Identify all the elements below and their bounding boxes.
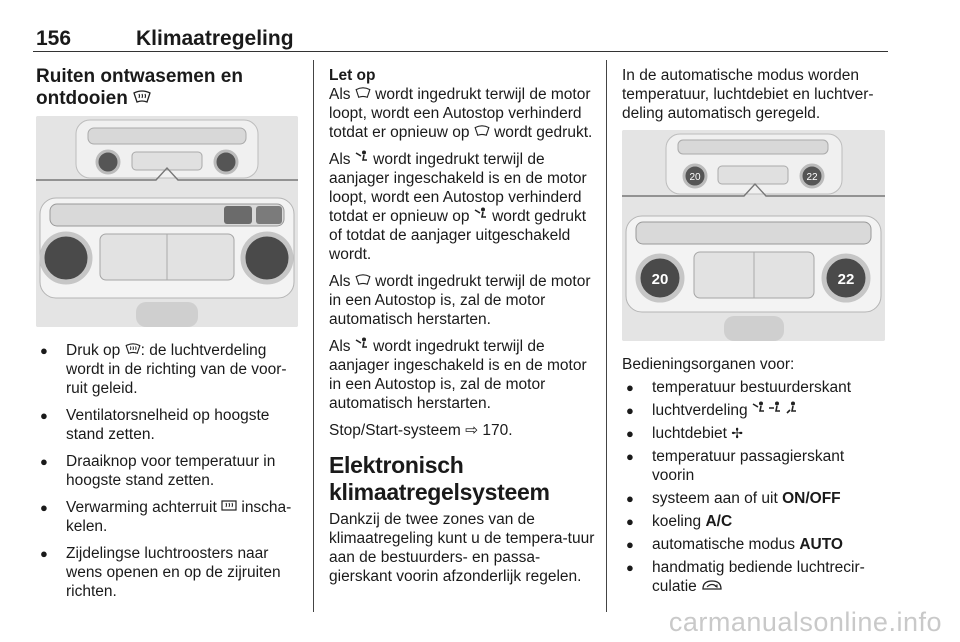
list-item: ● handmatig bediende luchtrecir-culatie <box>622 558 888 596</box>
windscreen-defrost-icon <box>133 88 151 110</box>
list-item: ● luchtdebiet ✢ <box>622 424 888 443</box>
top-left-temp-label: 20 <box>689 172 701 183</box>
air-distribution-windscreen-icon <box>474 207 488 226</box>
watermark: carmanualsonline.info <box>668 607 942 637</box>
air-recirculation-icon <box>701 577 723 596</box>
reference-arrow-icon: ⇨ <box>465 422 479 439</box>
rear-window-heating-icon <box>221 498 237 517</box>
list-item: ● temperatuur bestuurderskant <box>622 378 888 397</box>
climate-panel-photo-1 <box>36 116 298 327</box>
note-paragraph: Als wordt ingedrukt terwijl de aanjager ingeschakeld is en de motor loopt, wordt een Autostop verhinderd totdat er opnieuw op wordt gedrukt of totdat de aanjager uitgeschakeld wordt. <box>329 151 587 263</box>
fan-icon: ✢ <box>731 425 744 441</box>
page-header <box>33 0 888 52</box>
note-paragraph: Als wordt ingedrukt terwijl de aanjager ingeschakeld is en de motor in een Autostop is, zal de motor automatisch herstarten. <box>329 338 587 412</box>
air-distribution-windscreen-icon <box>355 337 369 356</box>
list-item: ● Verwarming achterruit inscha-kelen. <box>36 498 300 536</box>
column-1-list <box>36 341 300 609</box>
column-1 <box>36 66 300 110</box>
section-intro: Dankzij de twee zones van de klimaatregeling kunt u de tempera-tuur aan de bestuurders- en passa-gierskant voorin afzonderlijk regelen. <box>329 511 595 585</box>
windscreen-defrost-icon <box>355 272 371 291</box>
controls-list <box>622 378 888 596</box>
header-rule <box>33 51 888 52</box>
air-distribution-icons <box>752 401 800 420</box>
climate-panel-photo-2 <box>622 130 885 341</box>
chapter-title: Klimaatregeling <box>136 27 294 50</box>
top-right-temp-label: 22 <box>806 172 818 183</box>
defrost-steps-list <box>36 341 300 601</box>
section-heading-defrost: Ruiten ontwasemen en ontdooien <box>36 66 243 109</box>
note-title: Let op <box>329 67 376 84</box>
list-item: ● systeem aan of uit ON/OFF <box>622 489 888 508</box>
list-item: ● Draaiknop voor temperatuur in hoogste stand zetten. <box>36 452 300 490</box>
passenger-temp-label: 22 <box>837 271 855 288</box>
column-divider-1 <box>313 60 314 612</box>
windscreen-defrost-icon <box>355 85 371 104</box>
list-item: ● Druk op : de luchtverdeling wordt in de richting van de voor-ruit geleid. <box>36 341 300 398</box>
list-item: ● Zijdelingse luchtroosters naar wens openen en op de zijruiten richten. <box>36 544 300 601</box>
list-item: ● temperatuur passagierskant voorin <box>622 447 888 485</box>
note-paragraph: Als wordt ingedrukt terwijl de motor in een Autostop is, zal de motor automatisch herstarten. <box>329 273 591 328</box>
cross-reference: Stop/Start-systeem ⇨ 170. <box>329 422 513 439</box>
page-number: 156 <box>36 27 72 50</box>
note-paragraph: Als wordt ingedrukt terwijl de motor loopt, wordt een Autostop verhinderd totdat er opnieuw op wordt gedrukt. <box>329 86 593 141</box>
air-distribution-windscreen-icon <box>355 150 369 169</box>
driver-temp-label: 20 <box>651 271 669 288</box>
controls-title: Bedieningsorganen voor: <box>622 356 795 373</box>
windscreen-defrost-icon <box>474 123 490 142</box>
list-item: ● automatische modus AUTO <box>622 535 888 554</box>
column-2 <box>329 66 595 594</box>
list-item: ● luchtverdeling <box>622 401 888 420</box>
column-3 <box>622 66 888 131</box>
column-divider-2 <box>606 60 607 612</box>
auto-mode-intro: In de automatische modus worden temperatuur, luchtdebiet en luchtver-deling automatisch geregeld. <box>622 67 874 122</box>
list-item: ● Ventilatorsnelheid op hoogste stand zetten. <box>36 406 300 444</box>
section-heading-electronic-climate: Elektronisch klimaatregelsysteem <box>329 452 550 505</box>
windscreen-defrost-icon <box>125 341 141 360</box>
column-3-list <box>622 355 888 600</box>
list-item: ● koeling A/C <box>622 512 888 531</box>
